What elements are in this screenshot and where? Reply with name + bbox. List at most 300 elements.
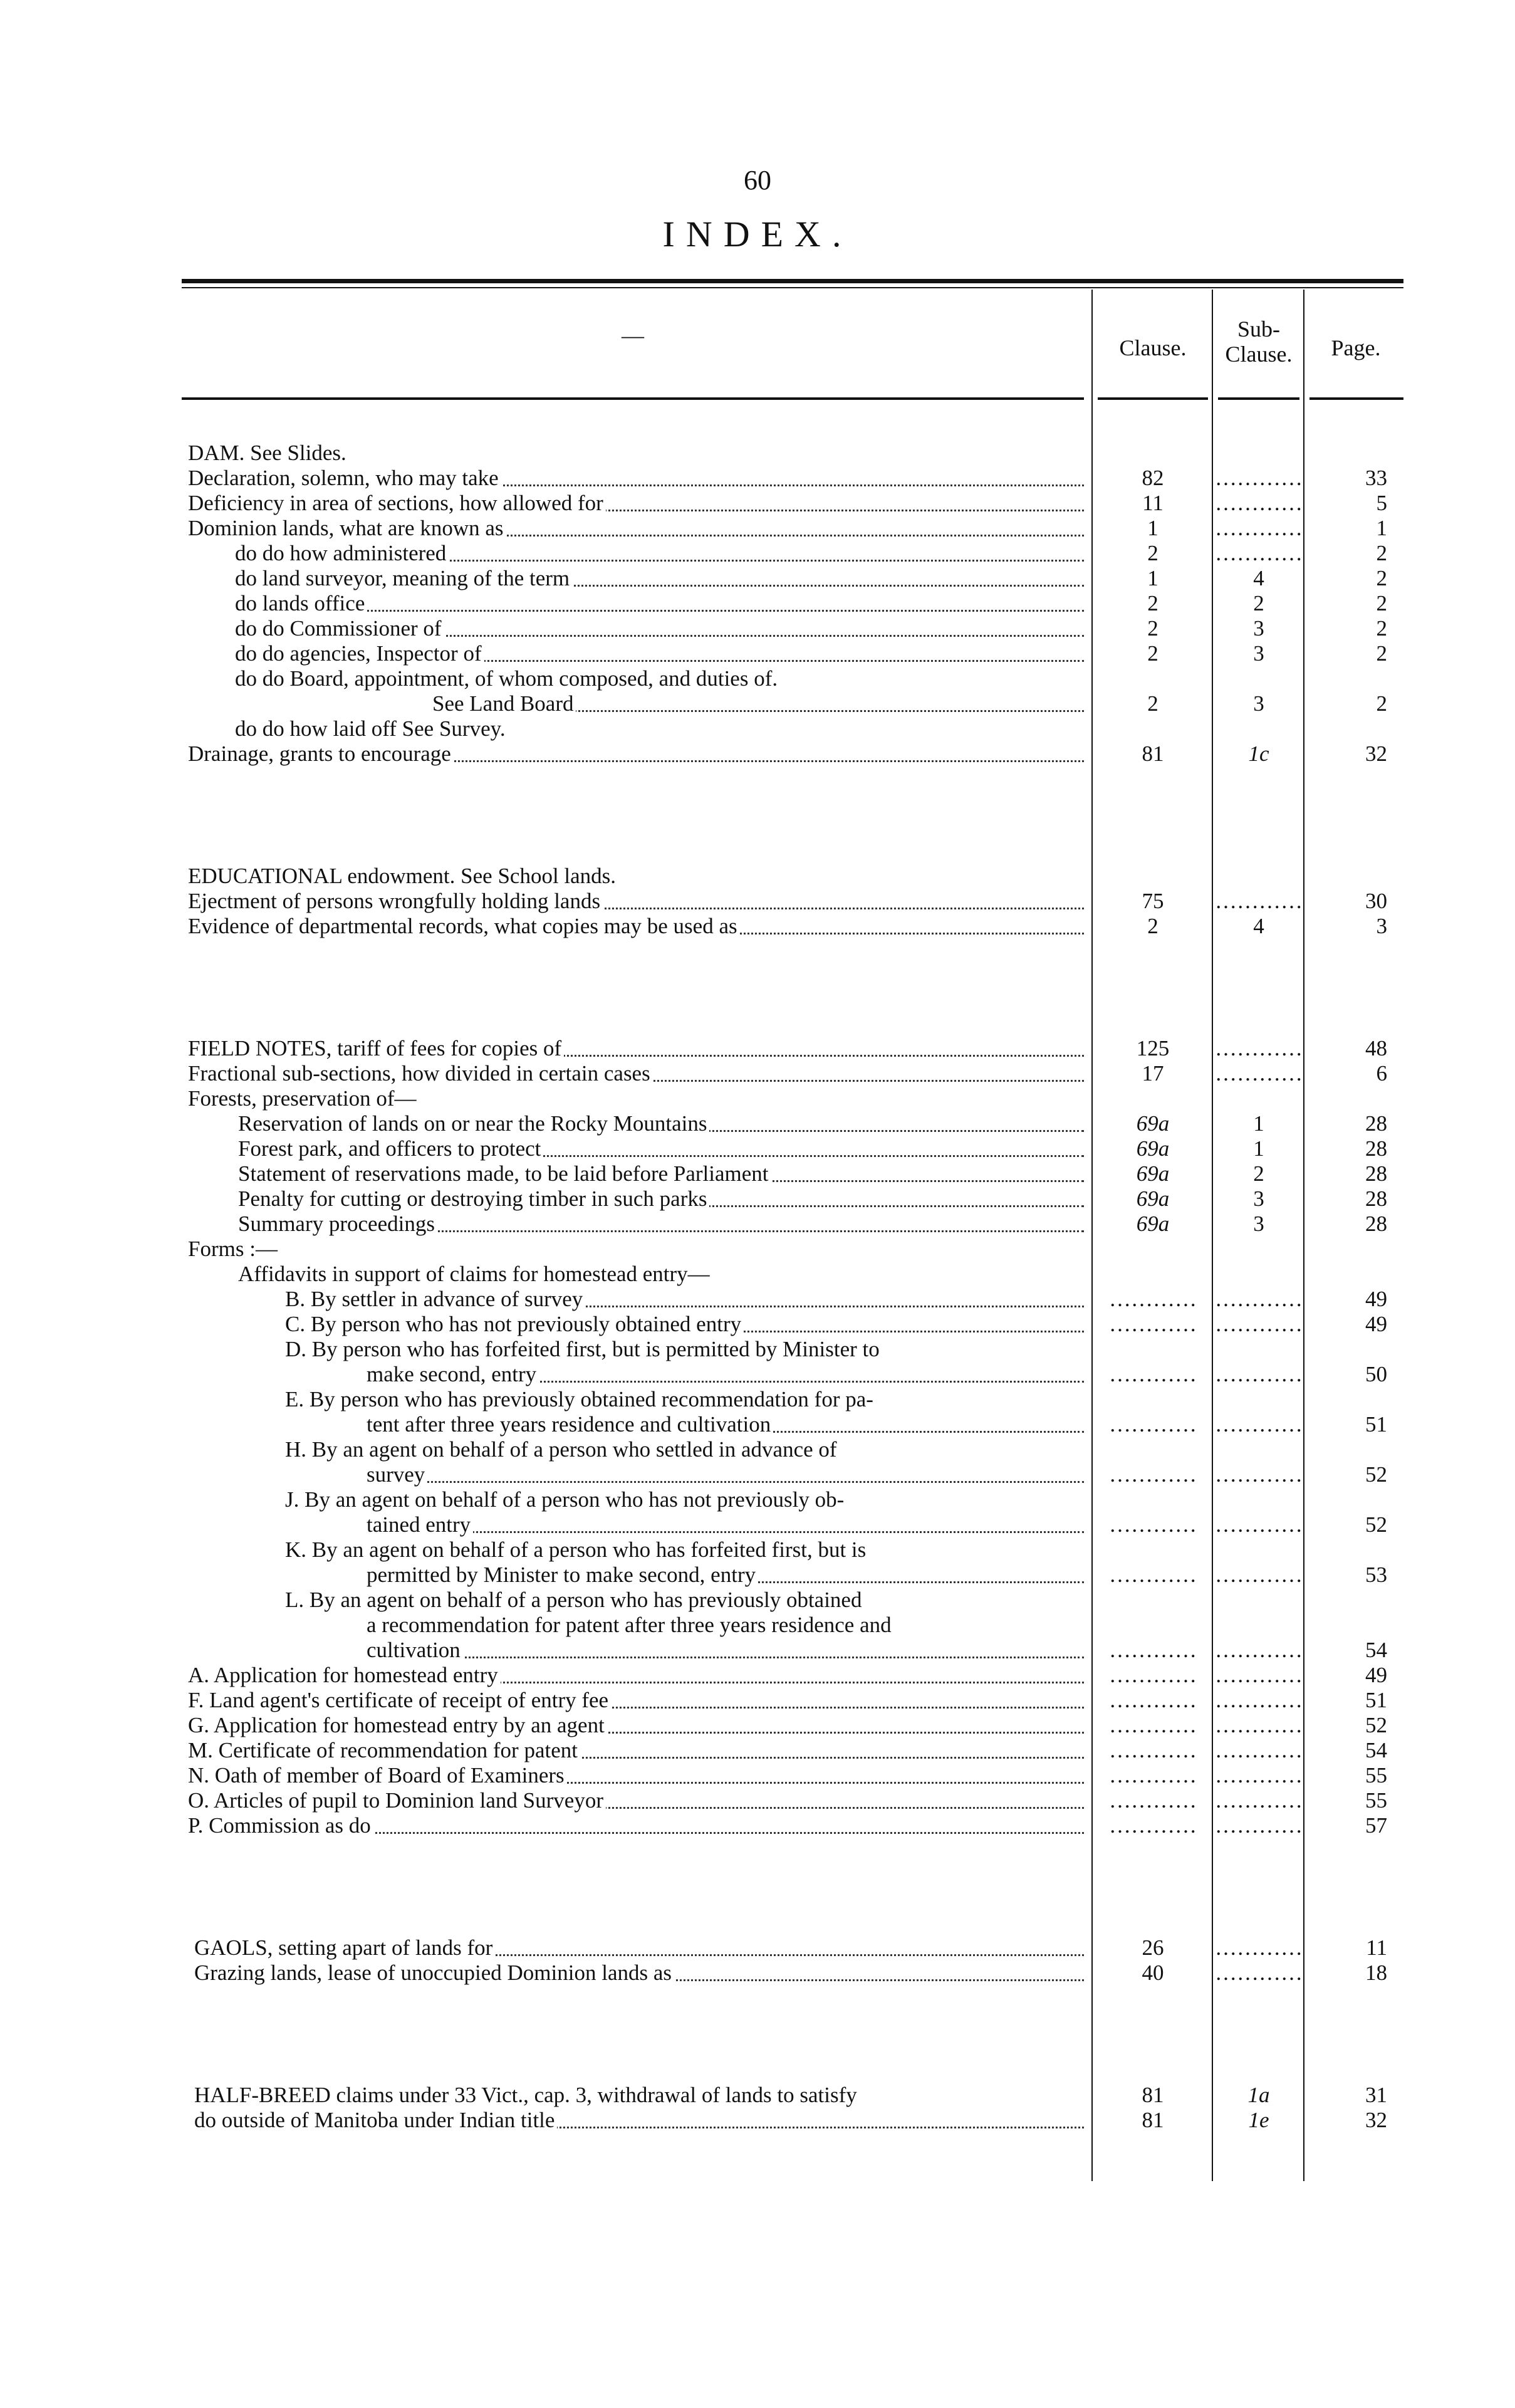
page-cell: [1306, 2108, 1406, 2133]
clause-cell-value: 75: [1142, 889, 1164, 913]
page-cell-value: 1: [1376, 516, 1387, 540]
entry-text: Evidence of departmental records, what copies may be used as: [188, 914, 740, 938]
clause-cell: [1094, 1960, 1212, 1986]
entry-label: [367, 1638, 1084, 1663]
entry-label: [285, 1437, 1084, 1462]
subclause-cell: [1214, 1960, 1303, 1986]
entry-text: FIELD NOTES, tariff of fees for copies of: [188, 1036, 564, 1060]
subclause-cell: [1214, 1713, 1303, 1738]
entry-text: O. Articles of pupil to Dominion land Surveyor: [188, 1788, 606, 1813]
index-entry: [0, 1813, 1515, 1838]
subclause-cell-value: 1e: [1248, 2108, 1269, 2132]
subclause-cell-value: …………: [1215, 1688, 1303, 1712]
clause-cell-value: …………: [1109, 1638, 1197, 1662]
page-cell: [1306, 1537, 1406, 1563]
clause-cell-value: 1: [1147, 516, 1158, 540]
index-entry: [0, 1262, 1515, 1287]
entry-text: do lands office: [235, 591, 367, 615]
subclause-cell-value: …………: [1215, 1412, 1303, 1437]
page-cell-value: 28: [1365, 1136, 1387, 1161]
index-entry: [0, 1788, 1515, 1813]
subclause-cell-value: …………: [1215, 1713, 1303, 1737]
page-cell-value: [1387, 1588, 1406, 1612]
index-entry: [0, 466, 1515, 491]
page-cell: [1306, 1688, 1406, 1713]
header-clause: Clause.: [1119, 335, 1187, 360]
subclause-cell-value: …………: [1215, 1663, 1303, 1687]
page-cell: [1306, 716, 1406, 741]
clause-cell-value: 17: [1142, 1061, 1164, 1086]
index-entry: [0, 1362, 1515, 1387]
page-cell-value: 54: [1365, 1738, 1387, 1762]
entry-text: tained entry: [367, 1512, 473, 1537]
subclause-cell-value: …………: [1215, 1935, 1303, 1960]
header-subclause-line2: Clause.: [1225, 342, 1293, 367]
clause-cell-value: 2: [1147, 541, 1158, 565]
entry-label: [432, 691, 1084, 716]
subclause-cell-value: …………: [1215, 1763, 1303, 1788]
clause-cell-value: …………: [1109, 1663, 1197, 1687]
subclause-cell-value: 2: [1253, 591, 1264, 615]
entry-text: Forests, preservation of—: [188, 1086, 419, 1111]
subclause-cell: [1214, 591, 1303, 616]
page-cell: [1306, 516, 1406, 541]
entry-text: EDUCATIONAL endowment. See School lands.: [188, 864, 618, 888]
header-subclause: [1214, 317, 1303, 367]
page-cell: [1306, 466, 1406, 491]
index-entry: [0, 2083, 1515, 2108]
entry-text: do do Board, appointment, of whom composed, and duties of.: [235, 666, 780, 691]
entry-text: E. By person who has previously obtained recommendation for pa-: [285, 1387, 876, 1411]
entry-label: [188, 441, 1084, 466]
subclause-cell-value: …………: [1215, 1512, 1303, 1537]
entry-label: [367, 1362, 1084, 1387]
clause-cell: [1094, 641, 1212, 666]
page-cell-value: 2: [1376, 641, 1387, 666]
index-entry: [0, 1638, 1515, 1663]
index-entry: [0, 641, 1515, 666]
clause-cell: [1094, 1738, 1212, 1763]
index-entry: [0, 1613, 1515, 1638]
page-cell-value: 3: [1376, 914, 1387, 938]
entry-label: [367, 1462, 1084, 1487]
header-rule-page: [1309, 397, 1403, 400]
index-entry: [0, 1512, 1515, 1537]
page-cell-value: [1387, 1613, 1406, 1637]
clause-cell-value: …………: [1109, 1287, 1197, 1311]
clause-cell: [1094, 566, 1212, 591]
entry-text: A. Application for homestead entry: [188, 1663, 501, 1687]
clause-cell-value: 26: [1142, 1935, 1164, 1960]
entry-label: [285, 1287, 1084, 1312]
page-cell-value: [1387, 1237, 1406, 1261]
entry-text: Grazing lands, lease of unoccupied Dominion lands as: [194, 1960, 674, 1985]
entry-label: [188, 1688, 1084, 1713]
page-cell: [1306, 1935, 1406, 1960]
page-cell: [1306, 1061, 1406, 1086]
entry-label: [367, 1512, 1084, 1537]
index-entry: [0, 691, 1515, 716]
page-cell-value: 32: [1365, 2108, 1387, 2132]
page-cell-value: [1387, 1337, 1406, 1361]
clause-cell: [1094, 516, 1212, 541]
title-rule-thick: [182, 279, 1403, 283]
subclause-cell-value: 4: [1253, 566, 1264, 590]
page-cell: [1306, 1036, 1406, 1061]
page-cell-value: 57: [1365, 1813, 1387, 1838]
entry-text: survey: [367, 1462, 427, 1487]
index-entry: [0, 1537, 1515, 1563]
entry-label: [188, 1036, 1084, 1061]
entry-text: M. Certificate of recommendation for patent: [188, 1738, 580, 1762]
clause-cell: [1094, 1212, 1212, 1237]
entry-text: K. By an agent on behalf of a person who has forfeited first, but is: [285, 1537, 868, 1562]
subclause-cell-value: …………: [1215, 1788, 1303, 1813]
entry-label: [194, 1960, 1084, 1986]
subclause-cell-value: …………: [1215, 1638, 1303, 1662]
index-entry: [0, 914, 1515, 939]
entry-text: G. Application for homestead entry by an agent: [188, 1713, 607, 1737]
index-entry: [0, 741, 1515, 767]
page-cell: [1306, 1212, 1406, 1237]
subclause-cell-value: 4: [1253, 914, 1264, 938]
entry-text: Ejectment of persons wrongfully holding lands: [188, 889, 603, 913]
index-entry: [0, 1688, 1515, 1713]
subclause-cell-value: …………: [1215, 1813, 1303, 1838]
clause-cell-value: …………: [1109, 1688, 1197, 1712]
clause-cell-value: 69a: [1136, 1136, 1170, 1161]
entry-label: [238, 1186, 1084, 1212]
index-entry: [0, 1161, 1515, 1186]
entry-text: do do agencies, Inspector of: [235, 641, 484, 666]
page-cell: [1306, 1588, 1406, 1613]
header-subclause-line1: Sub-: [1237, 317, 1280, 342]
clause-cell-value: 81: [1142, 2083, 1164, 2107]
subclause-cell: [1214, 1462, 1303, 1487]
clause-cell: [1094, 1136, 1212, 1161]
clause-cell-value: 81: [1142, 2108, 1164, 2132]
page-cell-value: 51: [1365, 1688, 1387, 1712]
page-cell-value: 51: [1365, 1412, 1387, 1437]
index-entry: [0, 1186, 1515, 1212]
page-cell-value: 52: [1365, 1512, 1387, 1537]
entry-text: L. By an agent on behalf of a person who has previously obtained: [285, 1588, 864, 1612]
entry-label: [285, 1537, 1084, 1563]
clause-cell-value: …………: [1109, 1312, 1197, 1336]
index-entry: [0, 1136, 1515, 1161]
page-cell-value: 52: [1365, 1713, 1387, 1737]
clause-cell: [1094, 591, 1212, 616]
page-cell-value: 49: [1365, 1663, 1387, 1687]
clause-cell-value: …………: [1109, 1813, 1197, 1838]
entry-label: [238, 1111, 1084, 1136]
subclause-cell-value: …………: [1215, 1738, 1303, 1762]
page-cell-value: [1387, 864, 1406, 888]
page-cell-value: 2: [1376, 566, 1387, 590]
page-cell: [1306, 1287, 1406, 1312]
entry-label: [188, 1763, 1084, 1788]
page-cell: [1306, 641, 1406, 666]
clause-cell: [1094, 1412, 1212, 1437]
subclause-cell: [1214, 914, 1303, 939]
entry-text: C. By person who has not previously obtained entry: [285, 1312, 744, 1336]
clause-cell: [1094, 1788, 1212, 1813]
clause-cell-value: 2: [1147, 641, 1158, 666]
index-entry: [0, 1212, 1515, 1237]
page-cell: [1306, 864, 1406, 889]
page-cell-value: [1387, 1262, 1406, 1286]
entry-text: permitted by Minister to make second, entry: [367, 1563, 758, 1587]
page-cell-value: 6: [1376, 1061, 1387, 1086]
page-cell-value: 28: [1365, 1111, 1387, 1136]
subclause-cell: [1214, 1362, 1303, 1387]
subclause-cell: [1214, 691, 1303, 716]
entry-text: Forms :—: [188, 1237, 280, 1261]
clause-cell: [1094, 1935, 1212, 1960]
index-entry: [0, 1412, 1515, 1437]
entry-label: [188, 1788, 1084, 1813]
subclause-cell: [1214, 1688, 1303, 1713]
subclause-cell: [1214, 1136, 1303, 1161]
index-entry: [0, 1086, 1515, 1111]
entry-text: do land surveyor, meaning of the term: [235, 566, 572, 590]
index-entry: [0, 1111, 1515, 1136]
entry-label: [194, 2108, 1084, 2133]
entry-label: [235, 591, 1084, 616]
header-rule-subclause: [1218, 397, 1299, 400]
index-entry: [0, 889, 1515, 914]
page-cell: [1306, 1960, 1406, 1986]
page-cell-value: [1387, 1537, 1406, 1562]
clause-cell-value: 81: [1142, 741, 1164, 766]
entry-label: [238, 1262, 1084, 1287]
entry-text: Drainage, grants to encourage: [188, 741, 454, 766]
page-cell: [1306, 1111, 1406, 1136]
page-cell: [1306, 666, 1406, 691]
index-entry: [0, 1738, 1515, 1763]
page-cell: [1306, 1763, 1406, 1788]
entry-text: do do how administered: [235, 541, 449, 565]
page-cell: [1306, 1638, 1406, 1663]
index-entry: [0, 1312, 1515, 1337]
entry-text: Forest park, and officers to protect: [238, 1136, 543, 1161]
entry-label: [285, 1588, 1084, 1613]
entry-label: [285, 1387, 1084, 1412]
page-cell: [1306, 1337, 1406, 1362]
page-cell: [1306, 1813, 1406, 1838]
subclause-cell-value: …………: [1215, 541, 1303, 565]
page-cell-value: [1387, 441, 1406, 465]
page-cell: [1306, 491, 1406, 516]
entry-label: [235, 641, 1084, 666]
clause-cell: [1094, 1061, 1212, 1086]
clause-cell: [1094, 1312, 1212, 1337]
entry-text: B. By settler in advance of survey: [285, 1287, 585, 1311]
clause-cell-value: 2: [1147, 914, 1158, 938]
index-entry: [0, 1563, 1515, 1588]
subclause-cell: [1214, 2083, 1303, 2108]
subclause-cell: [1214, 491, 1303, 516]
subclause-cell: [1214, 1663, 1303, 1688]
subclause-cell-value: 3: [1253, 1212, 1264, 1236]
page-cell: [1306, 1086, 1406, 1111]
entry-text: N. Oath of member of Board of Examiners: [188, 1763, 567, 1788]
entry-text: do do how laid off See Survey.: [235, 716, 508, 741]
entry-label: [285, 1312, 1084, 1337]
entry-text: do do Commissioner of: [235, 616, 444, 641]
entry-text: DAM. See Slides.: [188, 441, 349, 465]
subclause-cell: [1214, 1638, 1303, 1663]
entry-text: Statement of reservations made, to be laid before Parliament: [238, 1161, 771, 1186]
entry-label: [188, 516, 1084, 541]
subclause-cell-value: …………: [1215, 1563, 1303, 1587]
page-cell-value: [1387, 666, 1406, 691]
entry-label: [238, 1136, 1084, 1161]
clause-cell-value: 40: [1142, 1960, 1164, 1985]
entry-text: J. By an agent on behalf of a person who has not previously ob-: [285, 1487, 846, 1512]
clause-cell-value: 2: [1147, 591, 1158, 615]
entry-text: Penalty for cutting or destroying timber in such parks: [238, 1186, 709, 1211]
index-entry: [0, 1462, 1515, 1487]
page-cell: [1306, 1136, 1406, 1161]
page-cell: [1306, 541, 1406, 566]
entry-label: [367, 1613, 1084, 1638]
page-cell: [1306, 1362, 1406, 1387]
page-cell-value: 2: [1376, 541, 1387, 565]
entry-text: H. By an agent on behalf of a person who settled in advance of: [285, 1437, 840, 1462]
index-entry: [0, 864, 1515, 889]
clause-cell: [1094, 1638, 1212, 1663]
index-entry: [0, 1960, 1515, 1986]
clause-cell-value: …………: [1109, 1362, 1197, 1386]
clause-cell-value: 82: [1142, 466, 1164, 490]
subclause-cell: [1214, 1935, 1303, 1960]
entry-label: [188, 864, 1084, 889]
subclause-cell: [1214, 2108, 1303, 2133]
index-entry: [0, 1237, 1515, 1262]
index-entry: [0, 441, 1515, 466]
entry-text: tent after three years residence and cultivation: [367, 1412, 773, 1437]
subclause-cell-value: …………: [1215, 516, 1303, 540]
subclause-cell: [1214, 1061, 1303, 1086]
page-cell-value: 30: [1365, 889, 1387, 913]
page-cell: [1306, 2083, 1406, 2108]
clause-cell-value: …………: [1109, 1763, 1197, 1788]
page-cell-value: [1387, 1387, 1406, 1411]
page-cell: [1306, 741, 1406, 767]
entry-label: [238, 1161, 1084, 1186]
page-cell: [1306, 914, 1406, 939]
clause-cell: [1094, 1287, 1212, 1312]
entry-text: HALF-BREED claims under 33 Vict., cap. 3, withdrawal of lands to satisfy: [194, 2083, 860, 2107]
index-entry: [0, 1935, 1515, 1960]
entry-label: [194, 2083, 1084, 2108]
page-cell: [1306, 1487, 1406, 1512]
index-entry: [0, 566, 1515, 591]
subclause-cell-value: 1a: [1247, 2083, 1270, 2107]
page-cell-value: 54: [1365, 1638, 1387, 1662]
clause-cell: [1094, 1111, 1212, 1136]
subclause-cell: [1214, 541, 1303, 566]
subclause-cell-value: …………: [1215, 889, 1303, 913]
page-cell: [1306, 591, 1406, 616]
index-entry: [0, 616, 1515, 641]
entry-text: cultivation: [367, 1638, 463, 1662]
clause-cell-value: 69a: [1136, 1111, 1170, 1136]
index-entry: [0, 1061, 1515, 1086]
entry-label: [188, 491, 1084, 516]
index-entry: [0, 1763, 1515, 1788]
page-cell: [1306, 1412, 1406, 1437]
subclause-cell-value: …………: [1215, 466, 1303, 490]
subclause-cell: [1214, 516, 1303, 541]
clause-cell: [1094, 889, 1212, 914]
clause-cell: [1094, 541, 1212, 566]
page-cell: [1306, 1186, 1406, 1212]
page-cell-value: [1387, 1437, 1406, 1462]
clause-cell: [1094, 1512, 1212, 1537]
clause-cell: [1094, 1563, 1212, 1588]
subclause-cell-value: 1: [1253, 1136, 1264, 1161]
entry-label: [285, 1487, 1084, 1512]
index-entry: [0, 2108, 1515, 2133]
page-cell-value: 55: [1365, 1788, 1387, 1813]
page-cell-value: 55: [1365, 1763, 1387, 1788]
entry-label: [188, 1738, 1084, 1763]
page-cell: [1306, 616, 1406, 641]
page-cell: [1306, 566, 1406, 591]
subclause-cell: [1214, 741, 1303, 767]
index-entry: [0, 491, 1515, 516]
clause-cell-value: …………: [1109, 1563, 1197, 1587]
header-rule-clause: [1098, 397, 1208, 400]
entry-label: [367, 1563, 1084, 1588]
clause-cell: [1094, 1663, 1212, 1688]
subclause-cell-value: …………: [1215, 1036, 1303, 1060]
entry-text: Declaration, solemn, who may take: [188, 466, 501, 490]
subclause-cell-value: 2: [1253, 1161, 1264, 1186]
page-cell: [1306, 1512, 1406, 1537]
subclause-cell-value: 1: [1253, 1111, 1264, 1136]
entry-text: a recommendation for patent after three years residence and: [367, 1613, 894, 1637]
page-cell-value: 18: [1365, 1960, 1387, 1985]
page-cell-value: 28: [1365, 1212, 1387, 1236]
page-cell-value: 11: [1366, 1935, 1387, 1960]
subclause-cell: [1214, 1036, 1303, 1061]
index-entry: [0, 1337, 1515, 1362]
subclause-cell-value: …………: [1215, 491, 1303, 515]
subclause-cell-value: 3: [1253, 1186, 1264, 1211]
entry-text: Fractional sub-sections, how divided in certain cases: [188, 1061, 653, 1086]
entry-label: [285, 1337, 1084, 1362]
page-cell-value: [1387, 716, 1406, 741]
entry-label: [188, 466, 1084, 491]
entry-label: [235, 666, 1084, 691]
index-entry: [0, 1588, 1515, 1613]
entry-label: [238, 1212, 1084, 1237]
entry-text: make second, entry: [367, 1362, 539, 1386]
clause-cell: [1094, 914, 1212, 939]
clause-cell: [1094, 1713, 1212, 1738]
subclause-cell-value: …………: [1215, 1061, 1303, 1086]
subclause-cell-value: 3: [1253, 616, 1264, 641]
page-cell-value: 53: [1365, 1563, 1387, 1587]
clause-cell: [1094, 1462, 1212, 1487]
entry-label: [188, 1237, 1084, 1262]
page-cell: [1306, 1788, 1406, 1813]
clause-cell: [1094, 491, 1212, 516]
clause-cell: [1094, 741, 1212, 767]
